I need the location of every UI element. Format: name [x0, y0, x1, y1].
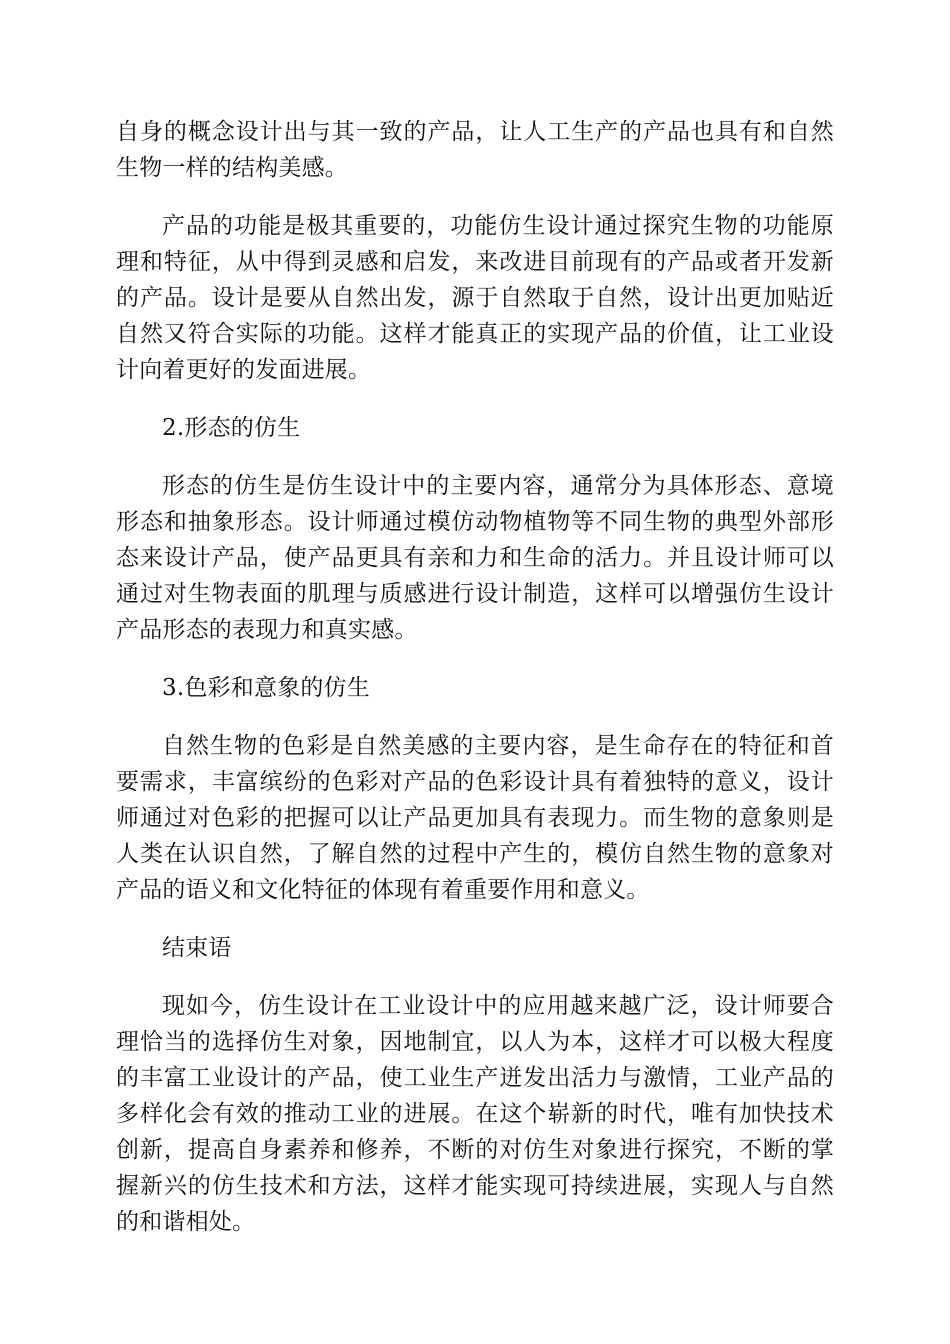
paragraph-form-bionics: 形态的仿生是仿生设计中的主要内容，通常分为具体形态、意境形态和抽象形态。设计师通过模仿动物植物等不同生物的典型外部形态来设计产品，使产品更具有亲和力和生命的活力。并且设计师可以通过对生物表面的肌理与质感进行设计制造，这样可以增强仿生设计产品形态的表现力和真实感。: [116, 473, 834, 643]
paragraph-conclusion: 现如今，仿生设计在工业设计中的应用越来越广泛，设计师要合理恰当的选择仿生对象，因地制宜，以人为本，这样才可以极大程度的丰富工业设计的产品，使工业生产迸发出活力与激情，工业产品的多样化会有效的推动工业的进展。在这个崭新的时代，唯有加快技术创新，提高自身素养和修养，不断的对仿生对象进行探究，不断的掌握新兴的仿生技术和方法，这样才能实现可持续进展，实现人与自然的和谐相处。: [116, 993, 834, 1235]
paragraph-color-imagery-bionics: 自然生物的色彩是自然美感的主要内容，是生命存在的特征和首要需求，丰富缤纷的色彩对产品的色彩设计具有着独特的意义，设计师通过对色彩的把握可以让产品更加具有表现力。而生物的意象则是人类在认识自然，了解自然的过程中产生的，模仿自然生物的意象对产品的语义和文化特征的体现有着重要作用和意义。: [116, 733, 834, 903]
section-heading-color-imagery-bionics: 3.色彩和意象的仿生: [162, 675, 370, 701]
document-body: [116, 114, 834, 1262]
paragraph-function-bionics: 产品的功能是极其重要的，功能仿生设计通过探究生物的功能原理和特征，从中得到灵感和启发，来改进目前现有的产品或者开发新的产品。设计是要从自然出发，源于自然取于自然，设计出更加贴近自然又符合实际的功能。这样才能真正的实现产品的价值，让工业设计向着更好的发面进展。: [116, 213, 834, 383]
paragraph-continuation: 自身的概念设计出与其一致的产品，让人工生产的产品也具有和自然生物一样的结构美感。: [116, 119, 834, 181]
section-heading-form-bionics: 2.形态的仿生: [162, 415, 301, 441]
section-heading-conclusion: 结束语: [162, 935, 232, 961]
